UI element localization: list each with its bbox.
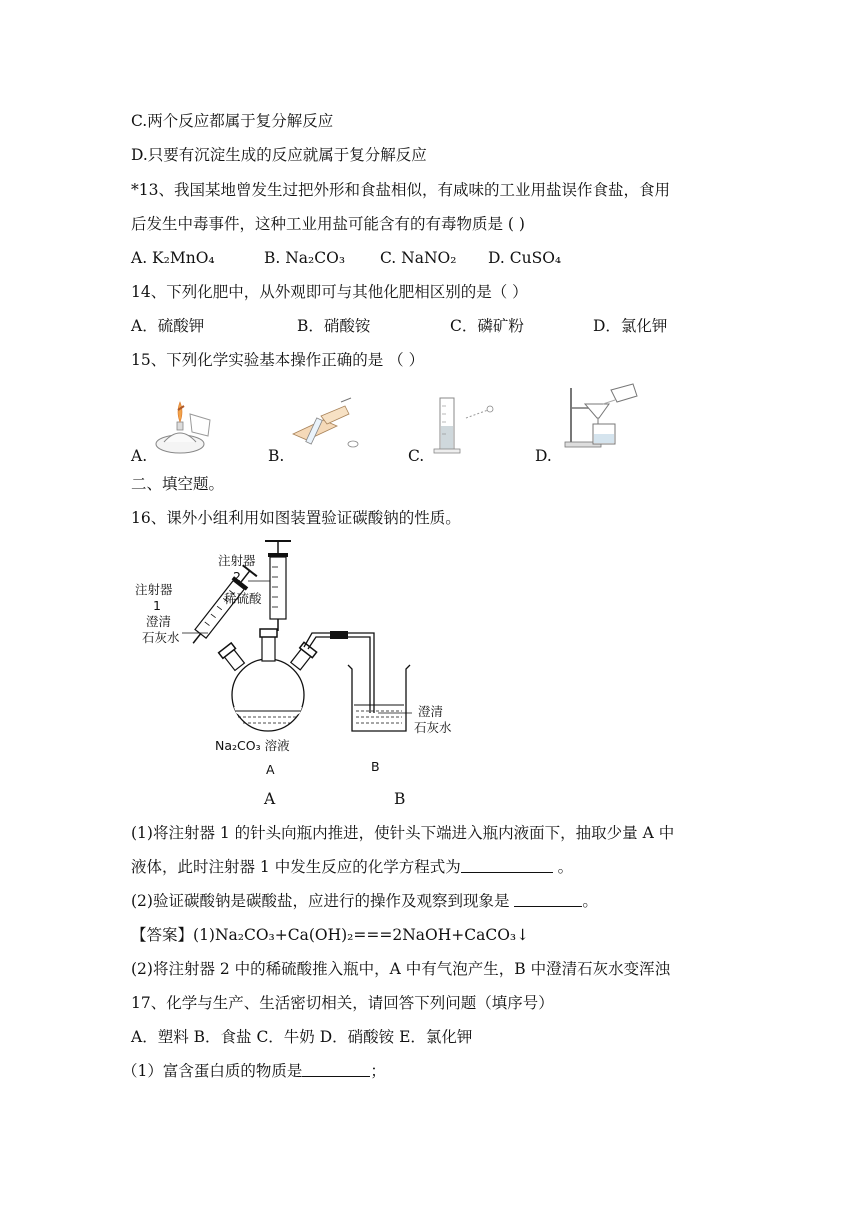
acid-label: 稀硫酸 — [224, 591, 262, 606]
q16-part2 — [131, 891, 598, 911]
q13-option-a: A. K₂MnO₄ — [131, 249, 215, 267]
limewater-2-line1: 澄清 — [418, 704, 444, 719]
q12-option-c: C.两个反应都属于复分解反应 — [131, 112, 334, 130]
q17-part1-end: ； — [370, 1062, 386, 1080]
answer-blank[interactable] — [302, 1062, 370, 1077]
answer-1: (1)Na₂CO₃+Ca(OH)₂===2NaOH+CaCO₃↓ — [193, 926, 530, 944]
q17-stem: 17、化学与生产、生活密切相关，请回答下列问题（填序号） — [131, 994, 554, 1012]
q16-part1-line2 — [131, 857, 573, 877]
filtration-apparatus-image — [563, 382, 643, 450]
q16-answer-line2: (2)将注射器 2 中的稀硫酸推入瓶中，A 中有气泡产生，B 中澄清石灰水变浑浊 — [131, 960, 671, 978]
q16-part1-line1: (1)将注射器 1 的针头向瓶内推进，使针头下端进入瓶内液面下，抽取少量 A 中 — [131, 824, 675, 842]
q14-option-d: D．氯化钾 — [593, 317, 668, 335]
q13-option-d: D. CuSO₄ — [488, 249, 562, 267]
q17-part1-text: （1）富含蛋白质的物质是 — [122, 1062, 303, 1080]
q14-option-a: A．硫酸钾 — [131, 317, 205, 335]
limewater-1-line2: 石灰水 — [142, 630, 180, 645]
q16-part1-end: 。 — [552, 858, 574, 876]
answer-blank[interactable] — [461, 858, 553, 873]
limewater-1-line1: 澄清 — [146, 614, 172, 629]
q16-part1-text: 液体，此时注射器 1 中发生反应的化学方程式为 — [131, 858, 461, 876]
q14-option-c: C．磷矿粉 — [450, 317, 524, 335]
q14-option-b: B．硝酸铵 — [297, 317, 371, 335]
figure-label-a: A — [266, 762, 275, 777]
q15-option-d: D. — [535, 447, 552, 465]
q16-apparatus-diagram — [130, 535, 470, 780]
q14-stem: 14、下列化肥中，从外观即可与其他化肥相区别的是（ ） — [131, 283, 528, 301]
measuring-cylinder-image — [430, 392, 500, 458]
q13-stem-line2: 后发生中毒事件，这种工业用盐可能含有的有毒物质是 ( ) — [131, 215, 525, 233]
q16-part2-text: (2)验证碳酸钠是碳酸盐，应进行的操作及观察到现象是 — [131, 892, 515, 910]
q17-options: A．塑料 B．食盐 C．牛奶 D．硝酸铵 E．氯化钾 — [131, 1028, 473, 1046]
q16-stem: 16、课外小组利用如图装置验证碳酸钠的性质。 — [131, 509, 461, 527]
caption-a: A — [264, 790, 276, 808]
q13-option-b: B. Na₂CO₃ — [264, 249, 346, 267]
syringe-1-label: 注射器 — [135, 582, 173, 597]
q13-option-c: C. NaNO₂ — [380, 249, 457, 267]
limewater-2-line2: 石灰水 — [414, 720, 452, 735]
answer-blank[interactable] — [514, 892, 582, 907]
syringe-1-number: 1 — [153, 598, 161, 613]
caption-b: B — [394, 790, 406, 808]
q15-option-b: B. — [268, 447, 285, 465]
q16-answer-line1 — [131, 925, 529, 945]
alcohol-lamp-lighting-image — [150, 392, 220, 458]
solution-label: Na₂CO₃ 溶液 — [215, 738, 290, 753]
section-heading: 二、填空题。 — [131, 475, 225, 493]
q16-part2-end: 。 — [582, 892, 598, 910]
q15-stem: 15、下列化学实验基本操作正确的是 （ ） — [131, 351, 425, 369]
q15-option-a: A. — [131, 447, 148, 465]
syringe-2-label: 注射器 — [218, 553, 256, 568]
pouring-liquid-image — [285, 396, 365, 454]
q17-part1 — [122, 1061, 386, 1081]
q13-stem-line1: *13、我国某地曾发生过把外形和食盐相似，有咸味的工业用盐误作食盐，食用 — [131, 181, 670, 199]
answer-tag: 【答案】 — [131, 926, 194, 944]
q15-option-c: C. — [408, 447, 425, 465]
q12-option-d: D.只要有沉淀生成的反应就属于复分解反应 — [131, 146, 427, 164]
figure-label-b: B — [371, 759, 380, 774]
syringe-2-number: 2 — [233, 569, 241, 584]
